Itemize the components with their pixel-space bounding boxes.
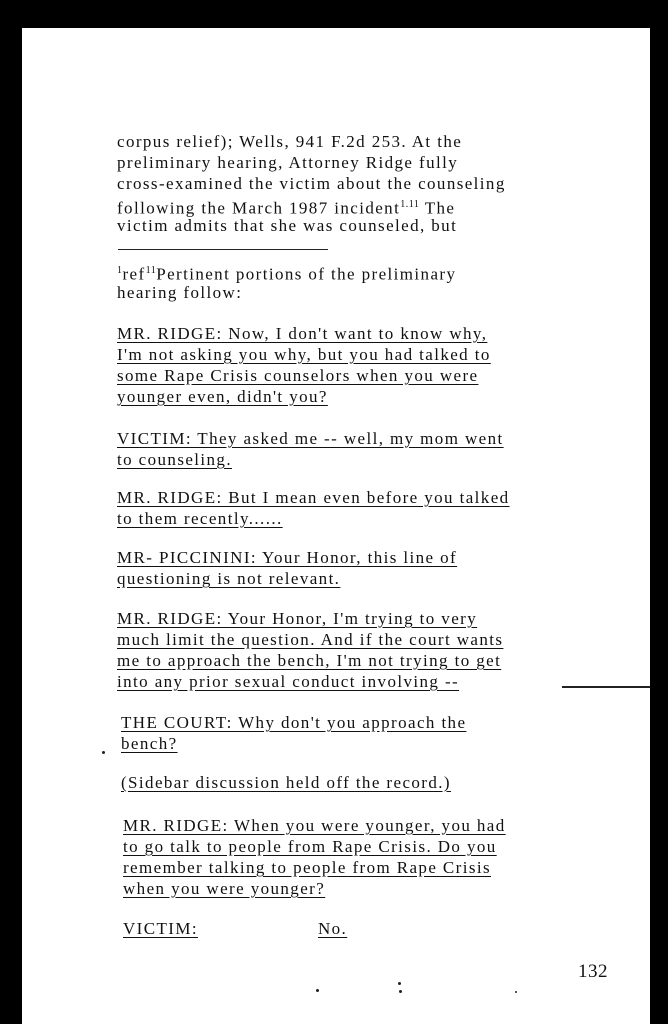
transcript-line: much limit the question. And if the court wants [117, 630, 504, 649]
footnote-marker: 1 [117, 265, 123, 276]
transcript-line: bench? [121, 734, 178, 753]
footnote-ref: ref [122, 264, 146, 284]
document-page [22, 28, 650, 1024]
transcript-line: remember talking to people from Rape Crisis [123, 858, 492, 877]
last-speaker: VICTIM: [123, 919, 198, 938]
transcript-last-line [123, 918, 365, 939]
transcript-line: to counseling. [117, 450, 232, 469]
transcript-line: into any prior sexual conduct involving -- [117, 672, 460, 691]
transcript-line: to them recently...... [117, 509, 283, 528]
footnote-line [117, 260, 597, 285]
transcript-line: I'm not asking you why, but you had talked to [117, 345, 491, 364]
footnote-reference: 1.11 [400, 199, 420, 210]
transcript-line: me to approach the bench, I'm not trying to get [117, 651, 502, 670]
body-line: preliminary hearing, Attorney Ridge fully [117, 153, 459, 172]
scan-speck [515, 991, 517, 993]
body-line: corpus relief); Wells, 941 F.2d 253. At the [117, 132, 463, 151]
body-line-text: following the March 1987 incident [117, 198, 401, 218]
transcript-line: some Rape Crisis counselors when you were [117, 366, 479, 385]
transcript-line: (Sidebar discussion held off the record.) [121, 773, 451, 792]
transcript-line: to go talk to people from Rape Crisis. Do you [123, 837, 497, 856]
transcript-line: VICTIM: They asked me -- well, my mom went [117, 429, 504, 448]
transcript-line: questioning is not relevant. [117, 569, 341, 588]
body-line-tail: The [419, 198, 456, 218]
blank-gap [198, 918, 318, 939]
body-line: cross-examined the victim about the counseling [117, 174, 506, 193]
footnote-divider [118, 249, 328, 250]
footnote-line: hearing follow: [117, 283, 243, 302]
page-number: 132 [578, 961, 608, 982]
footnote-text: Pertinent portions of the preliminary [156, 264, 457, 284]
transcript-line: when you were younger? [123, 879, 326, 898]
last-answer: No. [317, 919, 348, 938]
scan-speck [102, 751, 105, 754]
transcript-line: THE COURT: Why don't you approach the [121, 713, 467, 732]
scan-speck [399, 990, 402, 993]
transcript-line: MR. RIDGE: When you were younger, you had [123, 816, 506, 835]
transcript-line: MR. RIDGE: But I mean even before you talked [117, 488, 510, 507]
transcript-line: MR. RIDGE: Your Honor, I'm trying to very [117, 609, 478, 628]
scan-speck [316, 989, 319, 992]
scan-speck [398, 982, 401, 985]
body-line: victim admits that she was counseled, but [117, 216, 458, 235]
transcript-line: younger even, didn't you? [117, 387, 328, 406]
transcript-line: MR. RIDGE: Now, I don't want to know why, [117, 324, 488, 343]
footnote-ref-sup: 11 [145, 265, 157, 276]
scan-artifact-line [562, 686, 650, 688]
transcript-line: MR- PICCININI: Your Honor, this line of [117, 548, 458, 567]
